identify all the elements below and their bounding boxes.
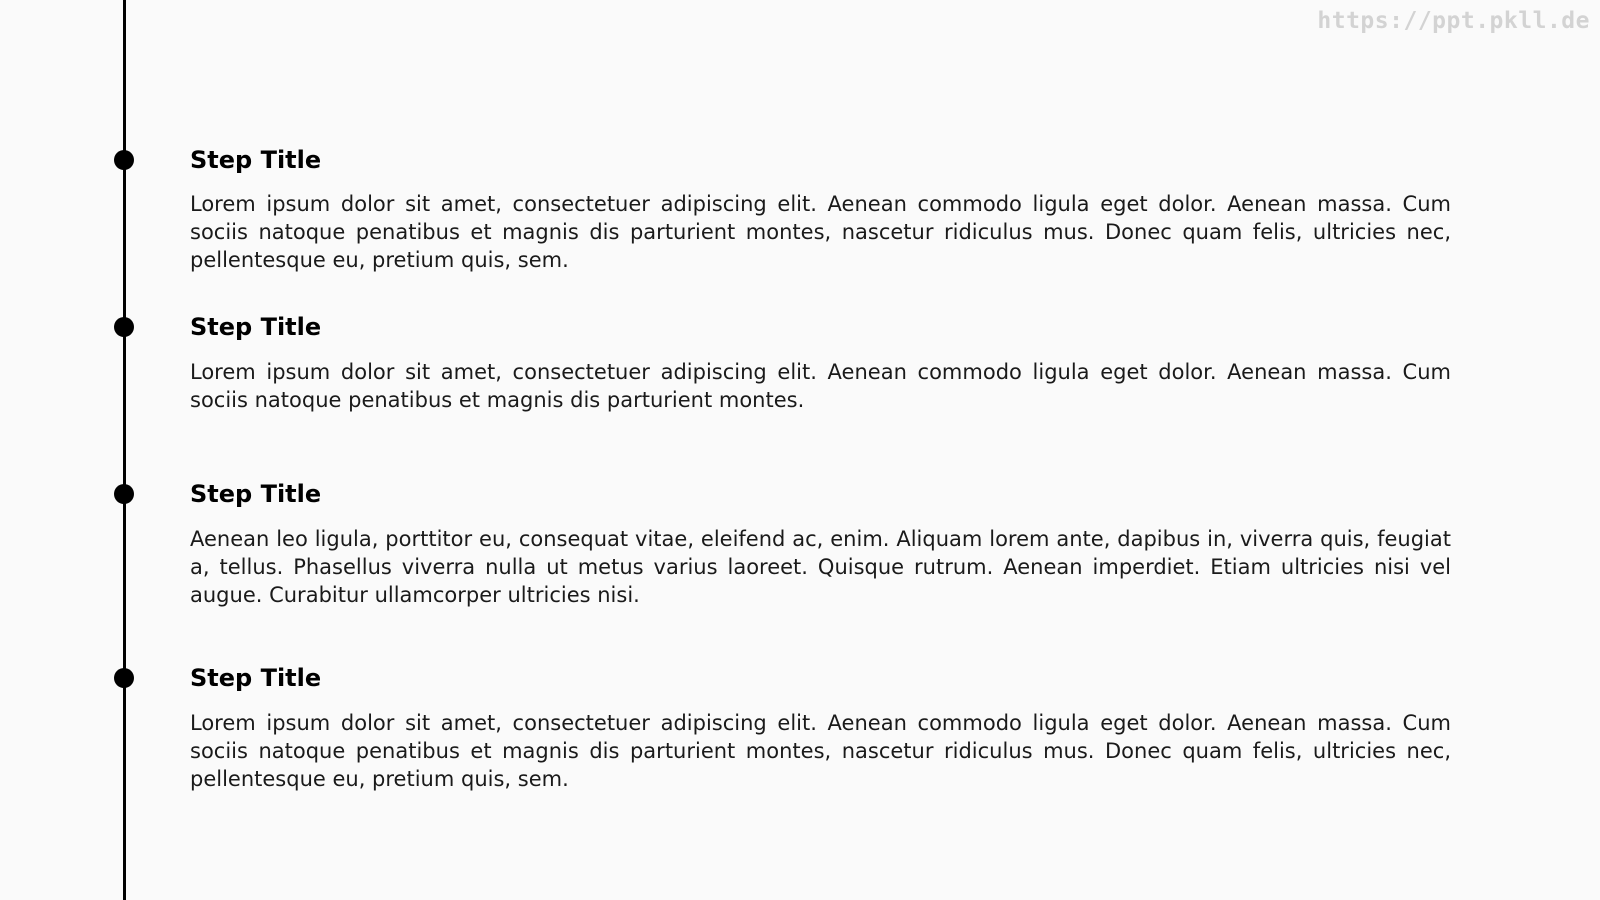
step-description: Lorem ipsum dolor sit amet, consectetuer adipiscing elit. Aenean commodo ligula eget dolor. Aenean massa. Cum sociis natoque penatibus et magnis dis parturient montes, nascetur ridiculus mus. Donec quam felis, ultricies nec, pellentesque eu, pretium quis, sem.: [190, 711, 1451, 791]
step-title: Step Title: [190, 146, 322, 174]
timeline-marker: [114, 668, 134, 688]
step-description: Aenean leo ligula, porttitor eu, consequat vitae, eleifend ac, enim. Aliquam lorem ante, dapibus in, viverra quis, feugiat a, tellus. Phasellus viverra nulla ut metus varius laoreet. Quisque rutrum. Aenean imperdiet. Etiam ultricies nisi vel augue. Curabitur ullamcorper ultricies nisi.: [190, 527, 1451, 607]
timeline-marker: [114, 150, 134, 170]
timeline-marker: [114, 317, 134, 337]
step-description: Lorem ipsum dolor sit amet, consectetuer adipiscing elit. Aenean commodo ligula eget dolor. Aenean massa. Cum sociis natoque penatibus et magnis dis parturient montes.: [190, 360, 1451, 412]
timeline-marker: [114, 484, 134, 504]
watermark-url: https://ppt.pkll.de: [1317, 8, 1590, 34]
step-title: Step Title: [190, 480, 322, 508]
step-title: Step Title: [190, 313, 322, 341]
step-title: Step Title: [190, 664, 322, 692]
step-description: Lorem ipsum dolor sit amet, consectetuer adipiscing elit. Aenean commodo ligula eget dolor. Aenean massa. Cum sociis natoque penatibus et magnis dis parturient montes, nascetur ridiculus mus. Donec quam felis, ultricies nec, pellentesque eu, pretium quis, sem.: [190, 192, 1451, 272]
timeline-line: [123, 0, 126, 900]
